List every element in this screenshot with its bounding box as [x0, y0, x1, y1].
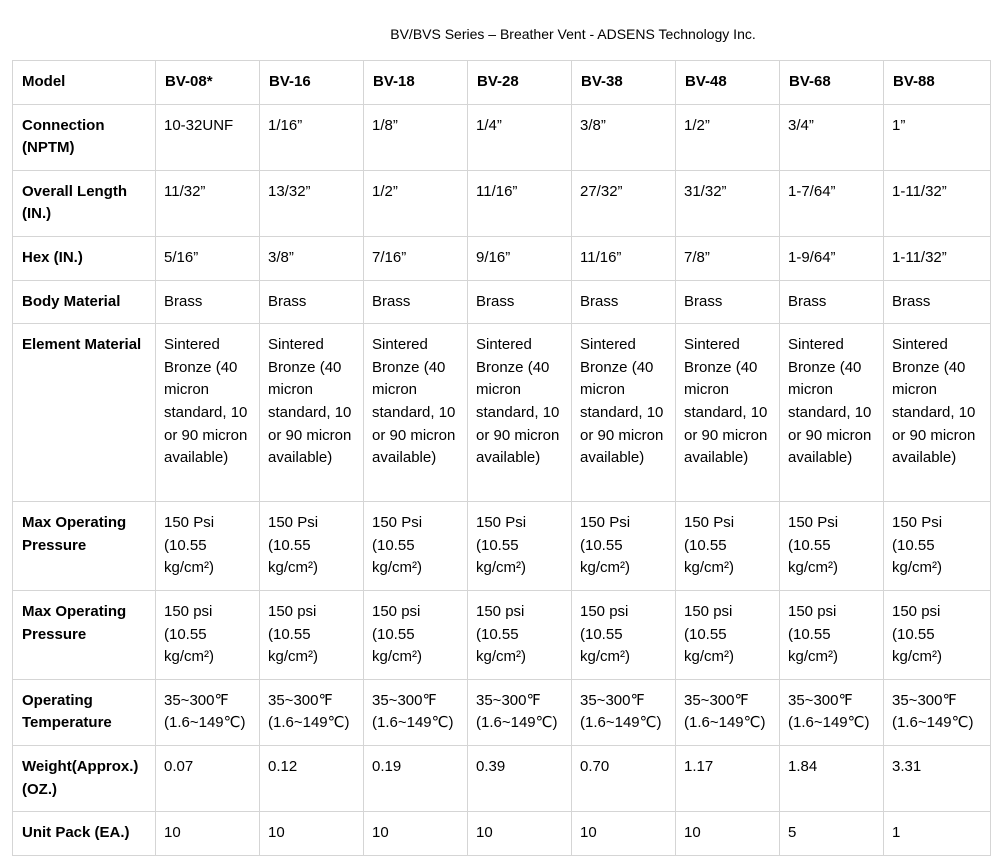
table-cell: 150 psi (10.55 kg/cm²) [780, 590, 884, 679]
header-cell: BV-16 [260, 61, 364, 105]
header-cell: BV-28 [468, 61, 572, 105]
table-cell: 35~300℉ (1.6~149℃) [156, 679, 260, 745]
table-cell: Sintered Bronze (40 micron standard, 10 or 90 micron available) [572, 324, 676, 502]
table-cell: 1” [884, 104, 991, 170]
table-cell: 13/32” [260, 170, 364, 236]
table-cell: 0.12 [260, 745, 364, 811]
table-cell: 35~300℉ (1.6~149℃) [780, 679, 884, 745]
table-cell: 150 Psi (10.55 kg/cm²) [884, 502, 991, 591]
table-row [13, 280, 991, 324]
table-cell: 3.31 [884, 745, 991, 811]
table-cell: Brass [676, 280, 780, 324]
table-cell: 35~300℉ (1.6~149℃) [884, 679, 991, 745]
row-label: Unit Pack (EA.) [13, 812, 156, 856]
table-row [13, 104, 991, 170]
table-cell: 3/8” [260, 236, 364, 280]
table-cell: 150 psi (10.55 kg/cm²) [676, 590, 780, 679]
table-cell: 1/16” [260, 104, 364, 170]
table-cell: 0.70 [572, 745, 676, 811]
table-cell: 10 [572, 812, 676, 856]
table-cell: Sintered Bronze (40 micron standard, 10 or 90 micron available) [364, 324, 468, 502]
table-cell: 27/32” [572, 170, 676, 236]
table-cell: 35~300℉ (1.6~149℃) [260, 679, 364, 745]
table-cell: 1/2” [364, 170, 468, 236]
table-cell: 0.19 [364, 745, 468, 811]
table-cell: 1 [884, 812, 991, 856]
table-cell: 150 psi (10.55 kg/cm²) [156, 590, 260, 679]
row-label: Max Operating Pressure [13, 502, 156, 591]
table-cell: Brass [468, 280, 572, 324]
table-cell: 150 Psi (10.55 kg/cm²) [364, 502, 468, 591]
header-cell: BV-08* [156, 61, 260, 105]
table-cell: 11/32” [156, 170, 260, 236]
table-cell: 1-11/32” [884, 236, 991, 280]
row-label: Weight(Approx.) (OZ.) [13, 745, 156, 811]
table-cell: 7/8” [676, 236, 780, 280]
table-row [13, 324, 991, 502]
table-cell: 150 Psi (10.55 kg/cm²) [780, 502, 884, 591]
table-cell: 10 [364, 812, 468, 856]
table-cell: Brass [260, 280, 364, 324]
table-cell: Sintered Bronze (40 micron standard, 10 or 90 micron available) [468, 324, 572, 502]
table-cell: 9/16” [468, 236, 572, 280]
table-cell: 1/2” [676, 104, 780, 170]
table-row [13, 236, 991, 280]
table-cell: 0.07 [156, 745, 260, 811]
table-cell: Sintered Bronze (40 micron standard, 10 or 90 micron available) [260, 324, 364, 502]
table-cell: 1/8” [364, 104, 468, 170]
table-cell: 35~300℉ (1.6~149℃) [364, 679, 468, 745]
table-cell: 3/4” [780, 104, 884, 170]
table-cell: 150 Psi (10.55 kg/cm²) [572, 502, 676, 591]
table-cell: 31/32” [676, 170, 780, 236]
row-label: Overall Length (IN.) [13, 170, 156, 236]
table-cell: Brass [572, 280, 676, 324]
table-row [13, 679, 991, 745]
row-label: Operating Temperature [13, 679, 156, 745]
table-cell: Sintered Bronze (40 micron standard, 10 or 90 micron available) [676, 324, 780, 502]
table-cell: 5/16” [156, 236, 260, 280]
row-label: Connection (NPTM) [13, 104, 156, 170]
table-cell: 11/16” [572, 236, 676, 280]
row-label: Hex (IN.) [13, 236, 156, 280]
table-cell: 3/8” [572, 104, 676, 170]
table-cell: 150 psi (10.55 kg/cm²) [468, 590, 572, 679]
table-cell: 150 psi (10.55 kg/cm²) [572, 590, 676, 679]
header-cell: BV-88 [884, 61, 991, 105]
table-cell: 10 [468, 812, 572, 856]
table-cell: Brass [780, 280, 884, 324]
header-cell: BV-48 [676, 61, 780, 105]
header-cell: Model [13, 61, 156, 105]
header-cell: BV-18 [364, 61, 468, 105]
table-cell: 1-7/64” [780, 170, 884, 236]
table-cell: Brass [884, 280, 991, 324]
table-cell: 5 [780, 812, 884, 856]
table-cell: 10 [260, 812, 364, 856]
table-cell: 150 psi (10.55 kg/cm²) [884, 590, 991, 679]
table-cell: 1.17 [676, 745, 780, 811]
table-cell: Brass [364, 280, 468, 324]
table-cell: 150 psi (10.55 kg/cm²) [364, 590, 468, 679]
table-cell: 7/16” [364, 236, 468, 280]
table-cell: Sintered Bronze (40 micron standard, 10 or 90 micron available) [156, 324, 260, 502]
table-cell: 11/16” [468, 170, 572, 236]
table-row [13, 812, 991, 856]
table-cell: 10 [156, 812, 260, 856]
table-cell: 35~300℉ (1.6~149℃) [468, 679, 572, 745]
table-cell: 150 Psi (10.55 kg/cm²) [156, 502, 260, 591]
row-label: Body Material [13, 280, 156, 324]
table-cell: 150 Psi (10.55 kg/cm²) [260, 502, 364, 591]
table-cell: 1.84 [780, 745, 884, 811]
document-title: BV/BVS Series – Breather Vent - ADSENS Technology Inc. [390, 26, 756, 42]
table-cell: 1-11/32” [884, 170, 991, 236]
table-cell: Sintered Bronze (40 micron standard, 10 or 90 micron available) [884, 324, 991, 502]
table-cell: 10 [676, 812, 780, 856]
table-row [13, 502, 991, 591]
table-cell: 35~300℉ (1.6~149℃) [676, 679, 780, 745]
table-header-row [13, 61, 991, 105]
table-cell: 35~300℉ (1.6~149℃) [572, 679, 676, 745]
table-cell: 0.39 [468, 745, 572, 811]
table-cell: Sintered Bronze (40 micron standard, 10 or 90 micron available) [780, 324, 884, 502]
table-cell: 150 psi (10.55 kg/cm²) [260, 590, 364, 679]
table-row [13, 590, 991, 679]
table-cell: 10-32UNF [156, 104, 260, 170]
table-cell: Brass [156, 280, 260, 324]
spec-table [12, 60, 991, 856]
table-cell: 1-9/64” [780, 236, 884, 280]
table-cell: 150 Psi (10.55 kg/cm²) [676, 502, 780, 591]
row-label: Element Material [13, 324, 156, 502]
row-label: Max Operating Pressure [13, 590, 156, 679]
header-cell: BV-38 [572, 61, 676, 105]
header-cell: BV-68 [780, 61, 884, 105]
table-row [13, 170, 991, 236]
table-row [13, 745, 991, 811]
table-cell: 1/4” [468, 104, 572, 170]
table-cell: 150 Psi (10.55 kg/cm²) [468, 502, 572, 591]
